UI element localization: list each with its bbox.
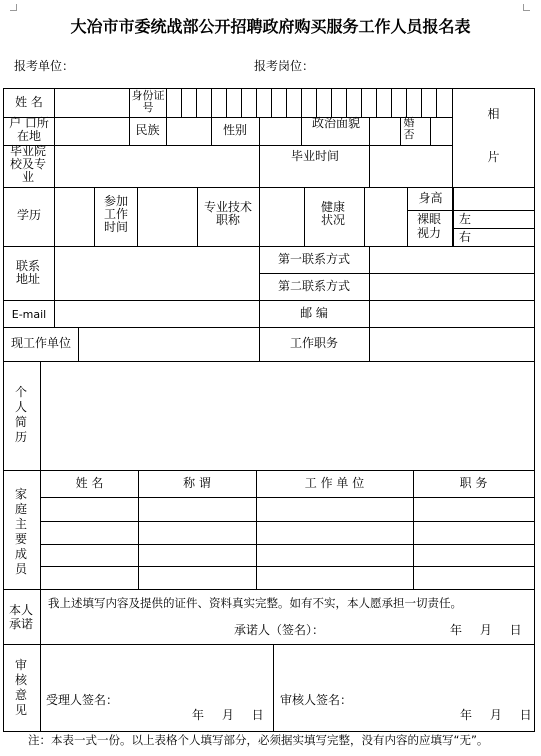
name-field[interactable] (55, 89, 129, 117)
family-label: 家庭主要成员 (14, 487, 27, 576)
pledge-date: 年 月 日 (450, 623, 522, 637)
ethnicity-label: 民族 (135, 123, 160, 137)
name-label: 姓 名 (15, 95, 43, 109)
marital-label: 婚否 (403, 116, 415, 141)
corner-mark-left (10, 4, 17, 11)
grad-time-label: 毕业时间 (290, 149, 339, 163)
page-title: 大冶市市委统战部公开招聘政府购买服务工作人员报名表 (70, 17, 471, 36)
hukou-label: 户 口所在地 (9, 116, 49, 143)
gender-label: 性别 (222, 123, 247, 137)
id-number-label: 身份证号 (131, 89, 165, 114)
vision-left-label: 左 (459, 212, 472, 226)
phone1-label: 第一联系方式 (277, 252, 350, 266)
pledge-signer: 承诺人（签名）： (234, 623, 325, 637)
apply-unit-label: 报考单位： (14, 59, 75, 73)
apply-post-label: 报考岗位： (254, 59, 315, 73)
work-time-label: 参加工作时间 (103, 194, 128, 234)
position-label: 工作职务 (289, 336, 338, 350)
receiver-sign-label: 受理人签名： (46, 693, 119, 707)
vision-label: 裸眼视力 (416, 212, 441, 240)
reviewer-sign-label: 审核人签名： (280, 693, 353, 707)
pledge-text: 我上述填写内容及提供的证件、资料真实完整。如有不实，本人愿承担一切责任。 (48, 596, 462, 610)
family-col-title: 称 谓 (183, 476, 211, 490)
phone2-label: 第二联系方式 (277, 279, 350, 293)
review-label: 审核意见 (14, 658, 27, 717)
health-label: 健康状况 (320, 200, 345, 227)
photo-label-1: 相 (487, 107, 500, 121)
corner-mark-right (523, 4, 530, 11)
pledge-label: 本人承诺 (8, 603, 33, 631)
address-label: 联系地址 (15, 259, 40, 286)
family-col-name: 姓 名 (75, 476, 104, 490)
political-label: 政治面貌 (311, 116, 360, 130)
education-label: 学历 (16, 208, 41, 222)
title-label: 专业技术职称 (203, 200, 252, 227)
photo-label-2: 片 (487, 150, 500, 164)
current-employer-label: 现工作单位 (10, 336, 71, 350)
family-col-post: 职 务 (459, 476, 488, 490)
review-date-left: 年 月 日 (192, 708, 264, 722)
email-label: E-mail (11, 308, 47, 321)
school-label: 毕业院校及专业 (9, 144, 46, 184)
family-col-unit: 工 作 单 位 (304, 476, 365, 490)
height-label: 身高 (418, 191, 443, 205)
footnote: 注：本表一式一份。以上表格个人填写部分，必须据实填写完整，没有内容的应填写“无”。 (28, 733, 489, 747)
vision-right-label: 右 (459, 230, 472, 244)
resume-field[interactable] (41, 362, 534, 470)
review-date-right: 年 月 日 (460, 708, 532, 722)
resume-label: 个人简历 (14, 385, 27, 444)
postcode-label: 邮 编 (300, 306, 328, 320)
